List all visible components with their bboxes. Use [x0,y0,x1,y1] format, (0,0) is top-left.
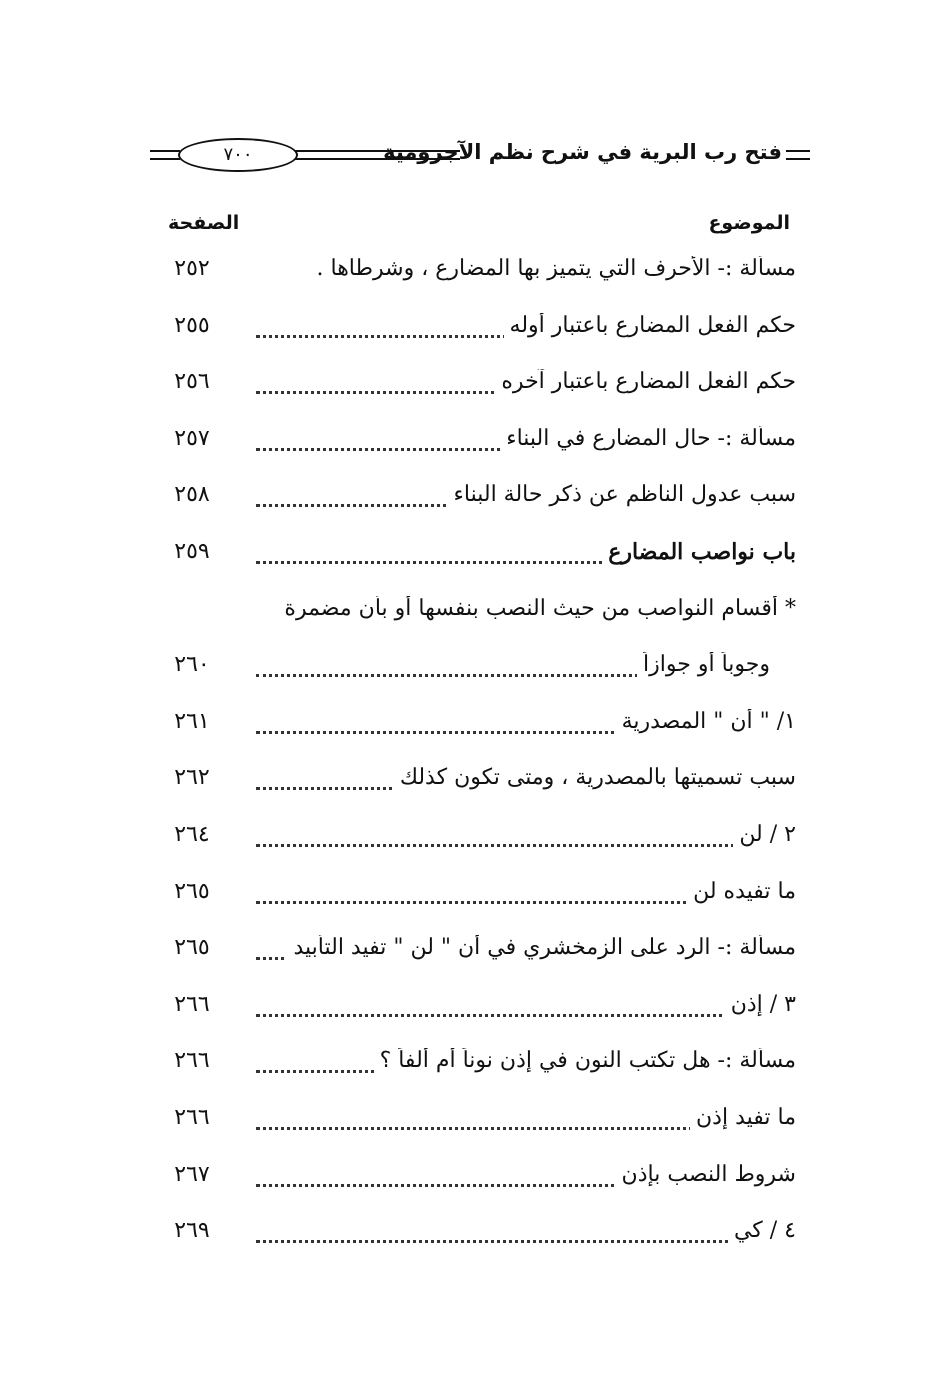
toc-entry-title [256,765,796,790]
toc-entry-label: وجوباً أو جوازاً [637,652,770,677]
toc-entry-title [256,482,796,507]
header-rule-right [786,150,810,160]
toc-entry-label: ما تفيده لن [687,879,796,904]
toc-entry-title [256,313,796,338]
toc-entry-label: سبب عدول الناظم عن ذكر حالة البناء [448,482,796,507]
toc-entry-label: حكم الفعل المضارع باعتبار آخره [495,369,796,394]
toc-entry-page: ٢٦٦ [174,1104,210,1130]
header-rule-left [150,150,180,160]
toc-entry-title [256,879,796,904]
toc-entry-page: ٢٦٦ [174,1048,210,1074]
toc-entry-page: ٢٦٥ [174,935,210,961]
toc-entry [160,648,796,705]
toc-entry-label: ما تفيد إذن [690,1105,796,1130]
toc-entry [160,1158,796,1215]
toc-entry-title [256,369,796,394]
table-of-contents [160,252,796,1271]
toc-entry [160,931,796,988]
toc-entry [160,761,796,818]
toc-entry-page: ٢٥٥ [174,312,210,338]
toc-entry [160,252,796,309]
toc-entry-page: ٢٦٩ [174,1218,210,1244]
toc-entry [160,705,796,762]
toc-entry-title [256,256,796,281]
toc-entry-title [256,426,796,451]
toc-entry-page: ٢٦١ [174,708,210,734]
toc-entry-label: ١/ " أن " المصدرية [616,709,796,734]
toc-entry [160,988,796,1045]
toc-entry-page: ٢٦٦ [174,991,210,1017]
toc-entry-label: ٤ / كي [728,1218,796,1243]
toc-entry-page: ٢٦٧ [174,1161,210,1187]
toc-entry-page: ٢٥٧ [174,425,210,451]
toc-entry [160,365,796,422]
toc-entry-page: ٢٥٢ [174,256,210,281]
toc-entry [160,535,796,592]
book-title: فتح رب البرية في شرح نظم الآجرومية [383,140,782,164]
toc-entry-title [256,935,796,960]
page-column-heading: الصفحة [168,212,240,234]
toc-entry-title [256,1162,796,1187]
toc-entry-label: حكم الفعل المضارع باعتبار أوله [504,313,796,338]
toc-entry-label: ٣ / إذن [725,992,796,1017]
topic-column-heading: الموضوع [708,212,790,234]
toc-entry-page: ٢٥٦ [174,369,210,395]
toc-entry-title [256,652,770,677]
toc-entry-page: ٢٥٨ [174,482,210,508]
toc-entry-title [256,596,796,621]
toc-entry-title [256,1048,796,1073]
toc-entry [160,1044,796,1101]
toc-entry-label: مسألة :- حال المضارع في البناء [500,426,796,451]
toc-entry [160,875,796,932]
toc-entry-page: ٢٥٩ [174,538,210,564]
toc-entry-title [256,1218,796,1243]
toc-entry-label: باب نواصب المضارع [602,539,796,565]
toc-entry-title [256,992,796,1017]
toc-entry-label: ٢ / لن [733,822,796,847]
toc-entry-label: مسألة :- الأحرف التي يتميز بها المضارع ، وشرطاها . [311,256,797,281]
toc-entry-page: ٢٦٤ [174,821,210,847]
running-header [150,138,810,178]
toc-entry-label: مسألة :- هل تكتب النون في إذن نوناً أم ألفاً ؟ [374,1048,796,1073]
toc-entry [160,592,796,649]
toc-entry-title [256,822,796,847]
toc-entry-page: ٢٦٠ [174,652,210,678]
toc-entry [160,478,796,535]
header-rule-middle [290,150,460,160]
toc-entry-label: * أقسام النواصب من حيث النصب بنفسها أو بأن مضمرة [278,596,796,621]
toc-entry-title [256,539,796,565]
toc-entry-title [256,709,796,734]
toc-entry-title [256,1105,796,1130]
page-number: ٧٠٠ [178,138,298,172]
toc-entry [160,1214,796,1271]
toc-entry-label: مسألة :- الرد على الزمخشري في أن " لن " تفيد التأبيد [287,935,796,960]
toc-entry-label: سبب تسميتها بالمصدرية ، ومتى تكون كذلك [394,765,796,790]
toc-entry [160,818,796,875]
toc-entry [160,309,796,366]
toc-entry-page: ٢٦٥ [174,878,210,904]
toc-entry-page: ٢٦٢ [174,765,210,791]
toc-entry [160,1101,796,1158]
toc-entry-label: شروط النصب بإذن [616,1162,796,1187]
toc-entry [160,422,796,479]
